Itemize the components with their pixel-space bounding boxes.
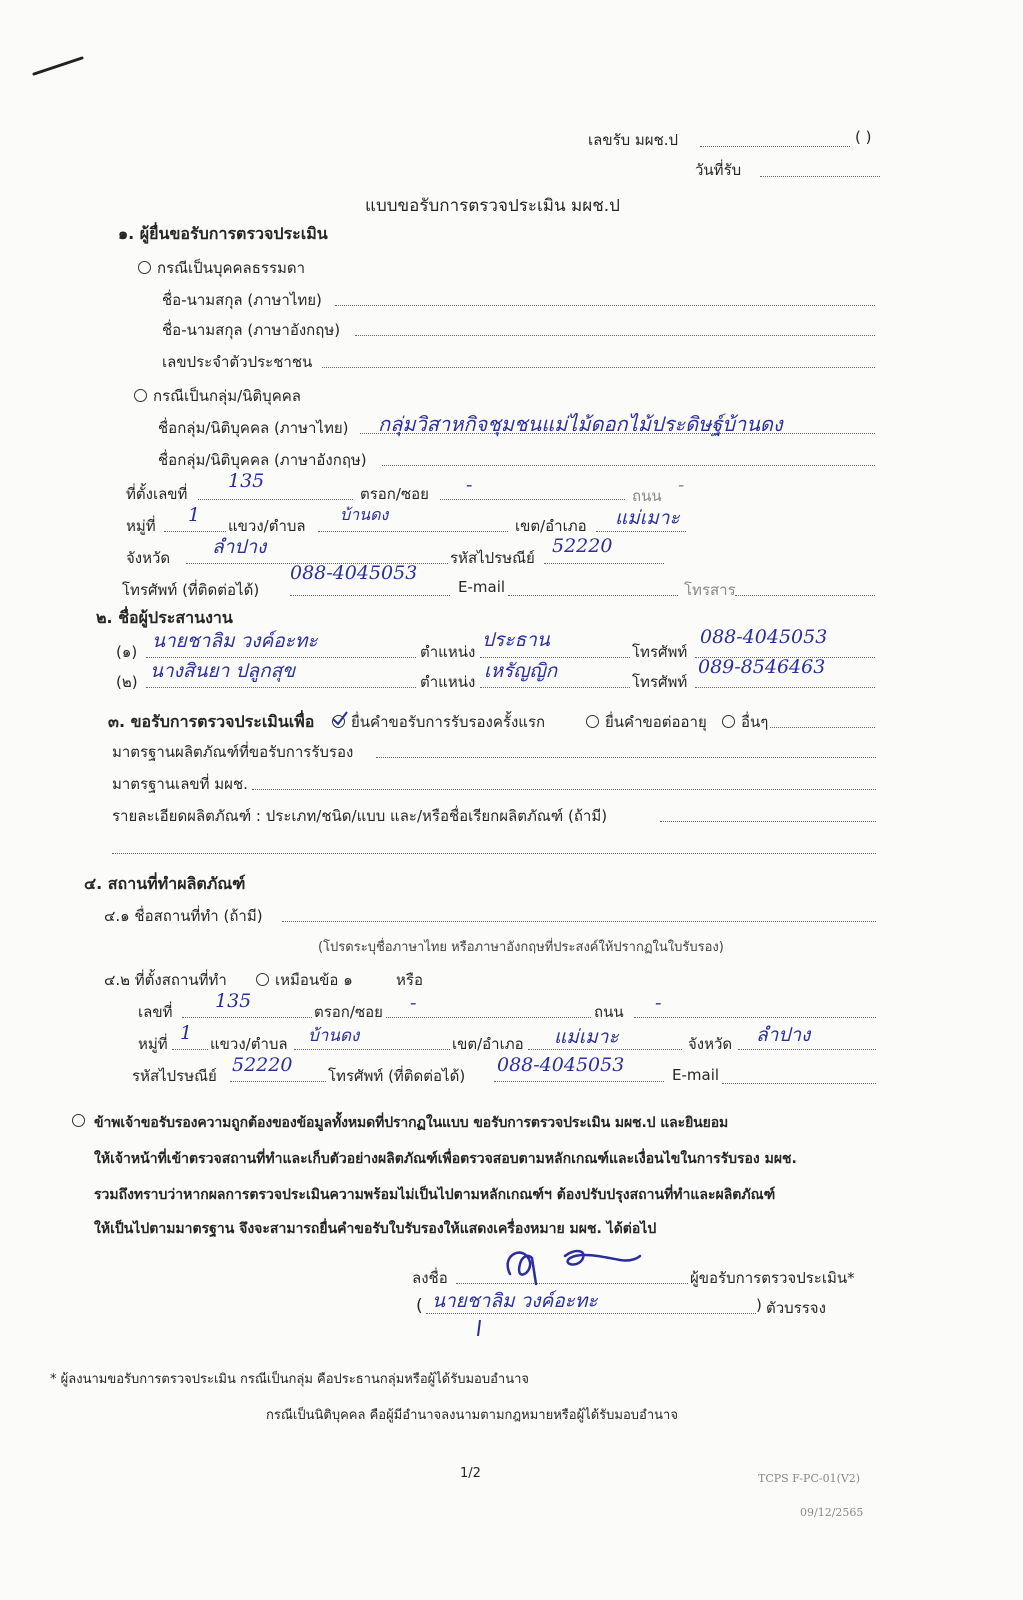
s42-tambon-label: แขวง/ตำบล — [210, 1035, 288, 1053]
s42-road-field[interactable] — [634, 1017, 876, 1018]
renew-option[interactable] — [586, 710, 707, 734]
s42-moo-field[interactable] — [172, 1049, 208, 1050]
std-field[interactable] — [376, 757, 876, 758]
contact1-tel: 088-4045053 — [700, 626, 828, 648]
addr-no-label: ที่ตั้งเลขที่ — [126, 485, 188, 503]
declaration-line-3: รวมถึงทราบว่าหากผลการตรวจประเมินความพร้อมไม่เป็นไปตามหลักเกณฑ์ฯ ต้องปรับปรุงสถานที่ทำและผลิตภัณฑ์ — [94, 1187, 776, 1203]
email-field[interactable] — [508, 595, 678, 596]
sec1-heading: ๑. ผู้ยื่นขอรับการตรวจประเมิน — [118, 224, 328, 243]
declaration-line-1: ข้าพเจ้าขอรับรองความถูกต้องของข้อมูลทั้งหมดที่ปรากฏในแบบ ขอรับการตรวจประเมิน มผช.ป และยินยอม — [94, 1115, 729, 1131]
s42-province-label: จังหวัด — [688, 1035, 733, 1053]
soi-field[interactable] — [440, 499, 625, 500]
s42-postal-value: 52220 — [232, 1054, 293, 1076]
other-option[interactable] — [722, 710, 768, 734]
sec4-heading: ๔. สถานที่ทำผลิตภัณฑ์ — [84, 874, 246, 893]
s42-email-field[interactable] — [722, 1083, 876, 1084]
s42-tambon-field[interactable] — [294, 1049, 450, 1050]
s42-postal-label: รหัสไปรษณีย์ — [132, 1067, 217, 1085]
group-th-label: ชื่อกลุ่ม/นิติบุคคล (ภาษาไทย) — [158, 419, 349, 437]
std-no-field[interactable] — [252, 789, 876, 790]
id-no-label: เลขประจำตัวประชาชน — [162, 353, 313, 371]
footnote-line-2: กรณีเป็นนิติบุคคล คือผู้มีอำนาจลงนามตามกฎหมายหรือผู้ได้รับมอบอำนาจ — [266, 1408, 678, 1423]
group-en-field[interactable] — [382, 465, 875, 466]
moo-value: 1 — [188, 504, 201, 526]
s42-moo-value: 1 — [180, 1022, 193, 1044]
s42-no-value: 135 — [215, 990, 252, 1012]
printed-name: นายชาลิม วงค์อะทะ — [432, 1290, 598, 1312]
s41-field[interactable] — [282, 921, 876, 922]
detail-field[interactable] — [660, 821, 876, 822]
s42-soi-value: - — [410, 992, 417, 1014]
id-no-field[interactable] — [322, 367, 875, 368]
detail-label: รายละเอียดผลิตภัณฑ์ : ประเภท/ชนิด/แบบ และ/หรือชื่อเรียกผลิตภัณฑ์ (ถ้ามี) — [112, 807, 608, 825]
form-code: TCPS F-PC-01(V2) — [758, 1472, 861, 1485]
amphoe-value: แม่เมาะ — [615, 507, 680, 529]
s42-or: หรือ — [396, 971, 423, 989]
s42-postal-field[interactable] — [230, 1081, 326, 1082]
tambon-field[interactable] — [318, 531, 508, 532]
printed-name-close-paren: ) — [756, 1296, 762, 1314]
group-option[interactable] — [134, 384, 301, 408]
renew-label: ยื่นคำขอต่ออายุ — [605, 713, 707, 731]
pen-tick-icon — [474, 1318, 486, 1338]
declaration-line-2: ให้เจ้าหน้าที่เข้าตรวจสถานที่ทำและเก็บตัวอย่างผลิตภัณฑ์เพื่อตรวจสอบตามหลักเกณฑ์และเงื่อนไขในการรับรอง มผช. — [94, 1151, 797, 1167]
addr-no-value: 135 — [228, 470, 265, 492]
sec3-heading: ๓. ขอรับการตรวจประเมินเพื่อ — [108, 712, 315, 731]
s42-phone-value: 088-4045053 — [497, 1054, 625, 1076]
phone-value: 088-4045053 — [290, 562, 418, 584]
pen-mark-icon — [30, 50, 90, 80]
s42-moo-label: หมู่ที่ — [138, 1035, 168, 1053]
province-value: ลำปาง — [212, 536, 267, 558]
individual-label: กรณีเป็นบุคคลธรรมดา — [157, 259, 306, 277]
road-label: ถนน — [632, 487, 662, 505]
signature-scribble-icon — [470, 1234, 650, 1294]
signer-role: ผู้ขอรับการตรวจประเมิน* — [690, 1269, 855, 1287]
contact2-position-label: ตำแหน่ง — [420, 673, 476, 691]
s42-no-field[interactable] — [182, 1017, 312, 1018]
radio-circle-icon[interactable] — [256, 973, 269, 986]
declaration-option[interactable] — [72, 1112, 91, 1130]
soi-value: - — [466, 474, 473, 496]
s41-note: (โปรดระบุชื่อภาษาไทย หรือภาษาอังกฤษที่ประสงค์ให้ปรากฏในใบรับรอง) — [318, 940, 724, 955]
s42-amphoe-label: เขต/อำเภอ — [452, 1035, 524, 1053]
sign-label: ลงชื่อ — [412, 1269, 448, 1287]
s42-phone-field[interactable] — [494, 1081, 664, 1082]
footnote-line-1: * ผู้ลงนามขอรับการตรวจประเมิน กรณีเป็นกลุ่ม คือประธานกลุ่มหรือผู้ได้รับมอบอำนาจ — [50, 1372, 530, 1387]
receipt-number-label: เลขรับ มผช.ป — [588, 131, 679, 149]
receipt-date-line — [760, 176, 880, 177]
fax-field[interactable] — [735, 595, 875, 596]
s42-label: ๔.๒ ที่ตั้งสถานที่ทำ — [104, 971, 227, 989]
tambon-value: บ้านดง — [340, 505, 389, 524]
soi-label: ตรอก/ซอย — [360, 485, 429, 503]
detail-field-2[interactable] — [112, 853, 876, 854]
postal-label: รหัสไปรษณีย์ — [450, 549, 535, 567]
road-value: - — [678, 474, 685, 496]
std-label: มาตรฐานผลิตภัณฑ์ที่ขอรับการรับรอง — [112, 743, 354, 761]
name-en-field[interactable] — [355, 335, 875, 336]
form-date: 09/12/2565 — [800, 1506, 864, 1519]
contact1-index: (๑) — [116, 643, 138, 661]
radio-circle-icon[interactable] — [138, 261, 151, 274]
contact2-tel-field[interactable] — [695, 687, 875, 688]
fax-label: โทรสาร — [684, 581, 736, 599]
other-label: อื่นๆ — [741, 713, 769, 731]
group-th-value: กลุ่มวิสาหกิจชุมชนแม่ไม้ดอกไม้ประดิษฐ์บ้านดง — [378, 412, 783, 436]
contact2-name: นางสินยา ปลูกสุข — [150, 660, 296, 682]
page-title: แบบขอรับการตรวจประเมิน มผช.ป — [365, 196, 620, 216]
first-cert-label: ยื่นคำขอรับการรับรองครั้งแรก — [351, 713, 546, 731]
tambon-label: แขวง/ตำบล — [228, 517, 306, 535]
page-number: 1/2 — [460, 1466, 481, 1481]
s42-province-value: ลำปาง — [756, 1024, 811, 1046]
name-en-label: ชื่อ-นามสกุล (ภาษาอังกฤษ) — [162, 321, 341, 339]
declaration-line-4: ให้เป็นไปตามมาตรฐาน จึงจะสามารถยื่นคำขอรับใบรับรองให้แสดงเครื่องหมาย มผช. ได้ต่อไป — [94, 1221, 657, 1237]
contact1-position-label: ตำแหน่ง — [420, 643, 476, 661]
s42-tambon-value: บ้านดง — [308, 1026, 360, 1046]
receipt-date-label: วันที่รับ — [695, 161, 742, 179]
postal-value: 52220 — [552, 535, 613, 557]
s42-email-label: E-mail — [672, 1066, 720, 1084]
contact1-tel-label: โทรศัพท์ — [632, 643, 688, 661]
phone-label: โทรศัพท์ (ที่ติดต่อได้) — [122, 581, 260, 599]
amphoe-label: เขต/อำเภอ — [515, 517, 587, 535]
group-label: กรณีเป็นกลุ่ม/นิติบุคคล — [153, 387, 301, 405]
contact2-tel-label: โทรศัพท์ — [632, 673, 688, 691]
receipt-number-line — [700, 146, 850, 147]
first-cert-option[interactable] — [332, 710, 545, 734]
province-label: จังหวัด — [126, 549, 171, 567]
radio-circle-icon[interactable] — [586, 715, 599, 728]
sec2-heading: ๒. ชื่อผู้ประสานงาน — [96, 608, 233, 627]
phone-field[interactable] — [290, 595, 450, 596]
printed-name-suffix: ตัวบรรจง — [766, 1299, 826, 1317]
s42-amphoe-value: แม่เมาะ — [554, 1026, 619, 1048]
radio-circle-icon[interactable] — [72, 1114, 85, 1127]
radio-circle-icon[interactable] — [722, 715, 735, 728]
s42-phone-label: โทรศัพท์ (ที่ติดต่อได้) — [328, 1067, 466, 1085]
printed-name-open-paren: ( — [416, 1296, 423, 1316]
s41-label: ๔.๑ ชื่อสถานที่ทำ (ถ้ามี) — [104, 907, 263, 925]
s42-road-value: - — [655, 992, 662, 1014]
s42-same-label: เหมือนข้อ ๑ — [275, 971, 353, 989]
moo-label: หมู่ที่ — [126, 517, 156, 535]
postal-field[interactable] — [544, 563, 664, 564]
radio-circle-icon[interactable] — [134, 389, 147, 402]
s42-road-label: ถนน — [594, 1003, 624, 1021]
contact2-index: (๒) — [116, 673, 138, 691]
addr-no-field[interactable] — [198, 499, 353, 500]
s42-soi-field[interactable] — [386, 1017, 591, 1018]
s42-no-label: เลขที่ — [138, 1003, 173, 1021]
contact2-position-field[interactable] — [480, 687, 630, 688]
receipt-number-value: ( ) — [855, 128, 872, 146]
s42-same-option[interactable] — [256, 968, 353, 992]
contact2-tel: 089-8546463 — [698, 656, 826, 678]
name-th-field[interactable] — [335, 305, 875, 306]
std-no-label: มาตรฐานเลขที่ มผช. — [112, 775, 248, 793]
other-field[interactable] — [770, 727, 875, 728]
email-label: E-mail — [458, 578, 506, 596]
individual-option[interactable] — [138, 256, 305, 280]
group-en-label: ชื่อกลุ่ม/นิติบุคคล (ภาษาอังกฤษ) — [158, 451, 367, 469]
contact2-name-field[interactable] — [146, 687, 416, 688]
checked-radio-icon[interactable] — [332, 715, 345, 728]
contact1-name: นายชาลิม วงค์อะทะ — [152, 630, 318, 652]
name-th-label: ชื่อ-นามสกุล (ภาษาไทย) — [162, 291, 322, 309]
contact1-position: ประธาน — [482, 629, 550, 651]
contact2-position: เหรัญญิก — [484, 660, 558, 682]
s42-soi-label: ตรอก/ซอย — [314, 1003, 383, 1021]
